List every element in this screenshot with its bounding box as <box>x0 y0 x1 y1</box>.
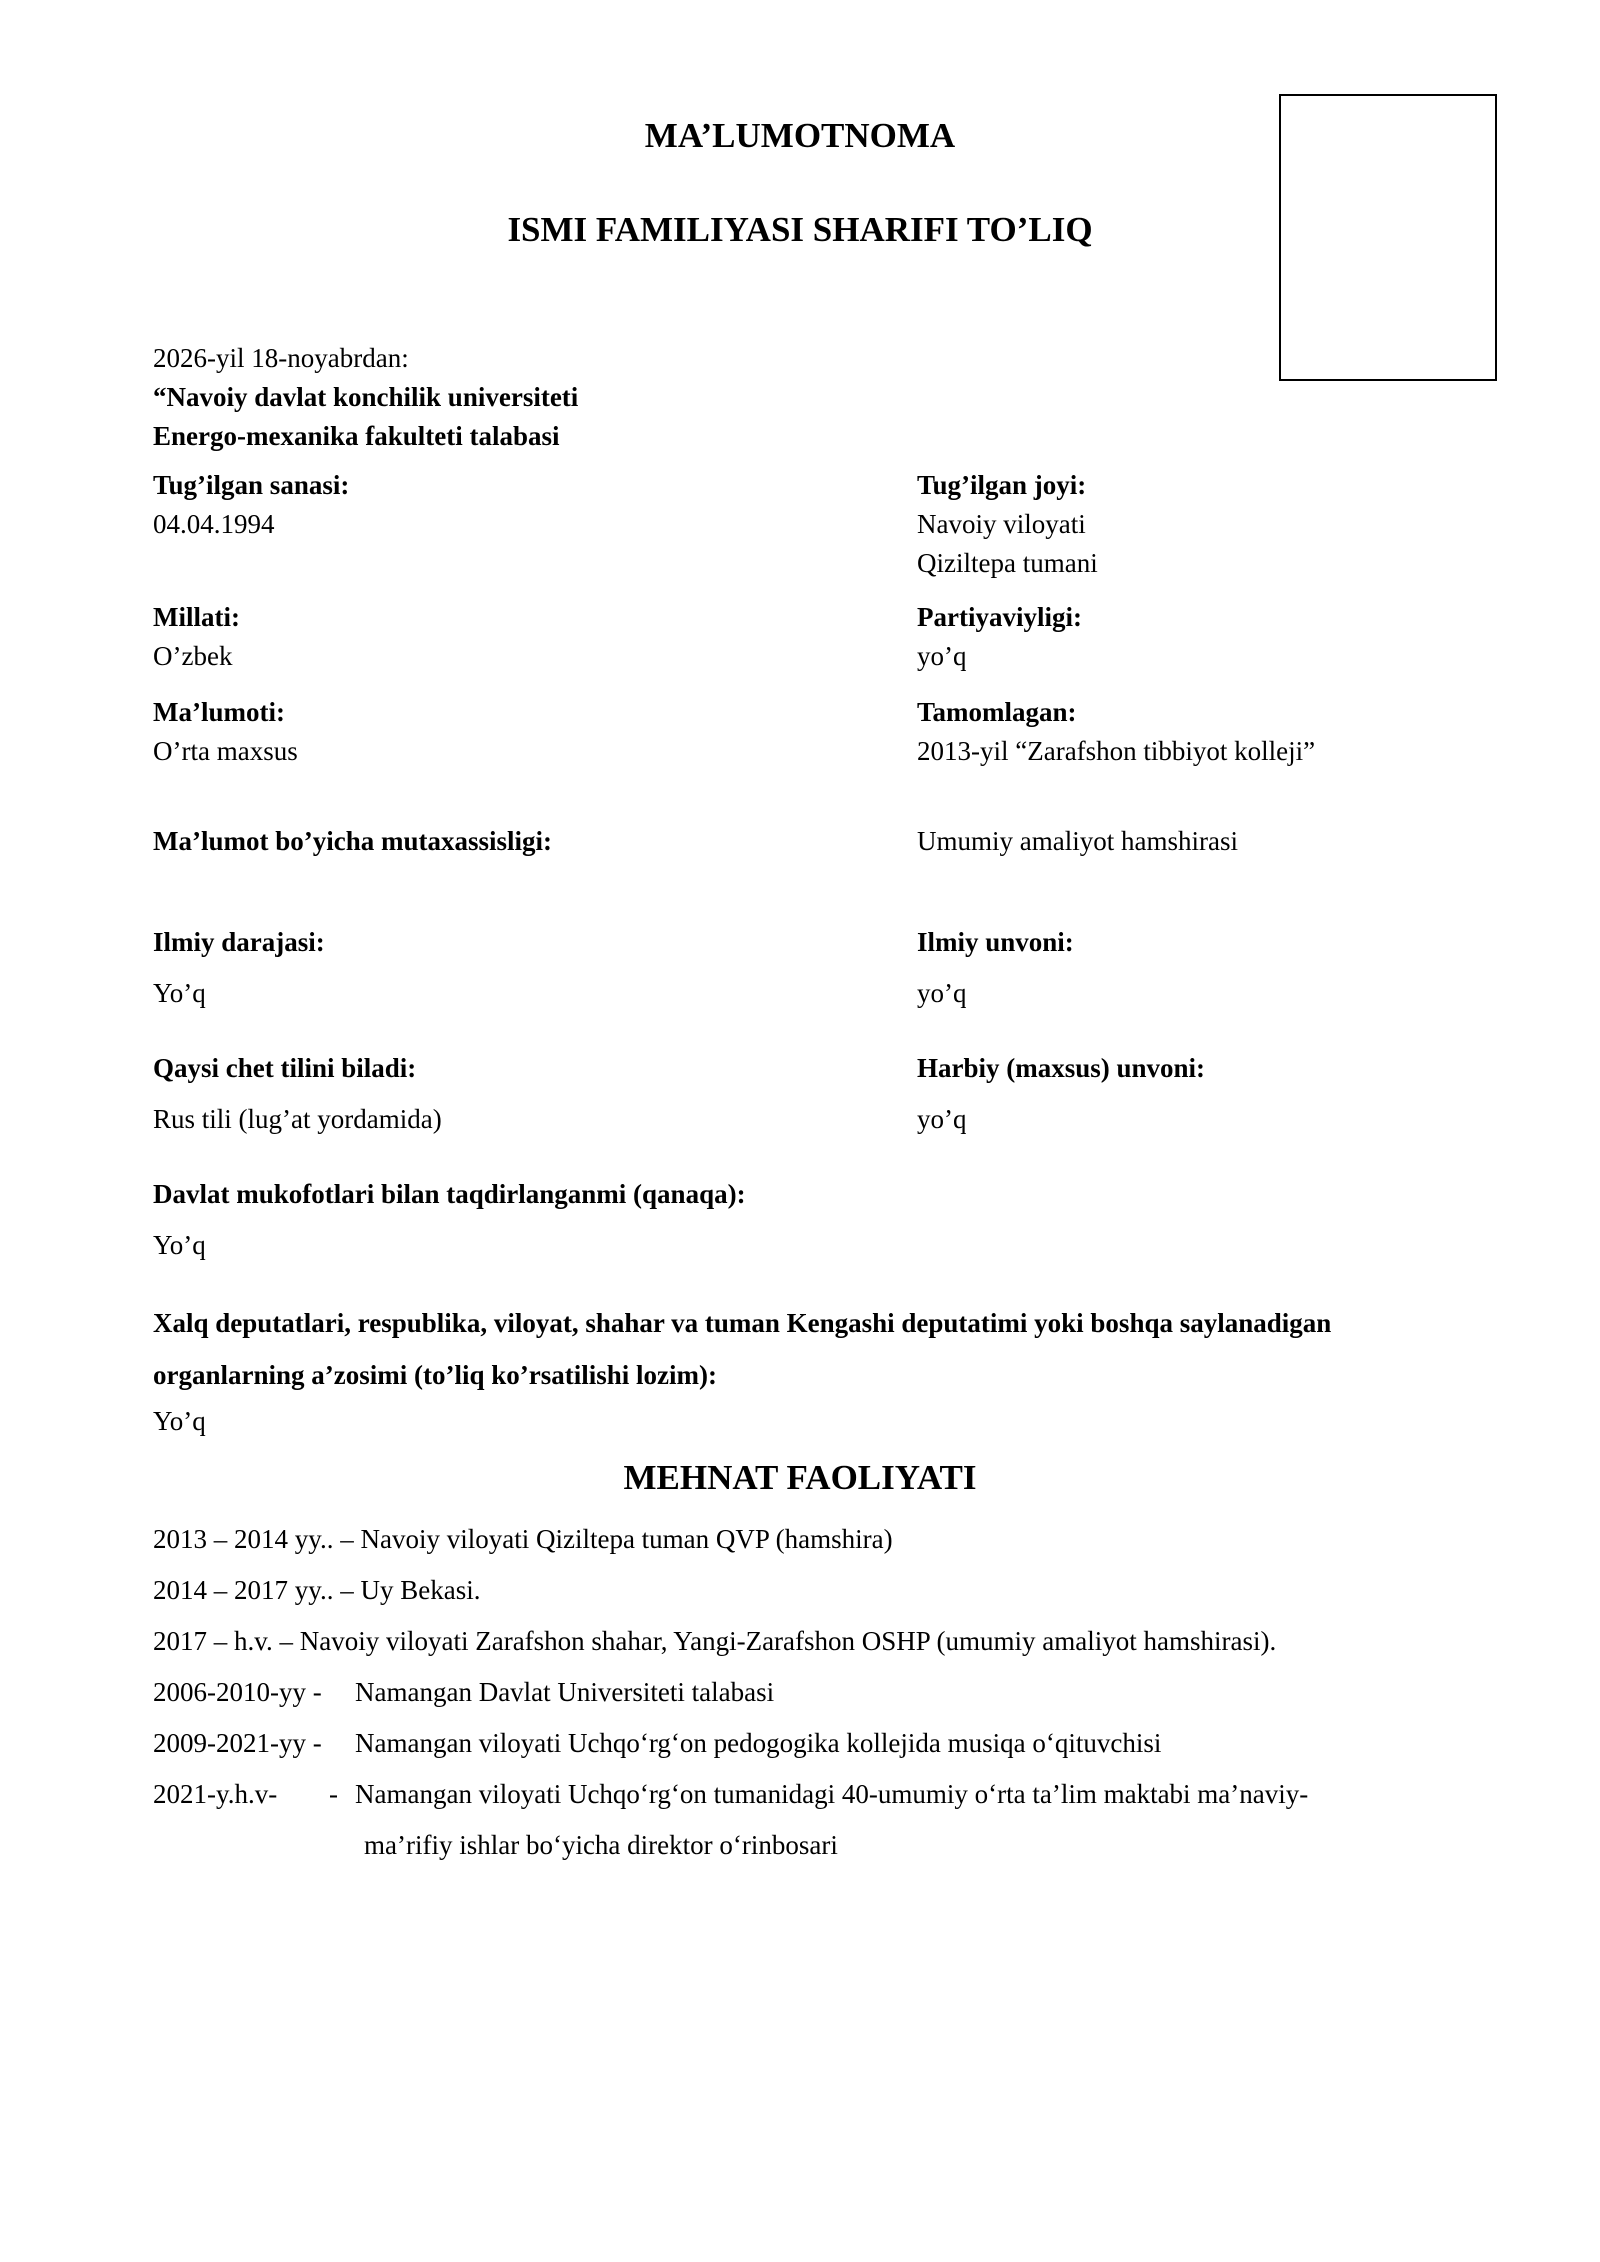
work-period: 2009-2021-yy - <box>153 1728 322 1758</box>
specialty-label: Ma’lumot bo’yicha mutaxassisligi: <box>153 826 553 856</box>
degree-label: Ilmiy darajasi: <box>153 927 325 957</box>
work-row: 2017 – h.v. – Navoiy viloyati Zarafshon shahar, Yangi-Zarafshon OSHP (umumiy amaliyot hamshirasi). <box>153 1626 1277 1656</box>
document-title: MA’LUMOTNOMA <box>644 116 956 155</box>
rank-label: Ilmiy unvoni: <box>917 927 1074 957</box>
languages-label: Qaysi chet tilini biladi: <box>153 1053 417 1083</box>
work-description: Namangan Davlat Universiteti talabasi <box>355 1677 775 1707</box>
work-description: Namangan viloyati Uchqo‘rg‘on tumanidagi 40-umumiy o‘rta ta’lim maktabi ma’naviy- <box>355 1779 1309 1809</box>
birth-place-value-1: Navoiy viloyati <box>917 509 1086 539</box>
work-description-continued: ma’rifiy ishlar bo‘yicha direktor o‘rinbosari <box>364 1830 838 1860</box>
intro-org-line1: “Navoiy davlat konchilik universiteti <box>153 382 579 412</box>
education-label: Ma’lumoti: <box>153 697 285 727</box>
work-description: Namangan viloyati Uchqo‘rg‘on pedogogika kollejida musiqa o‘qituvchisi <box>355 1728 1162 1758</box>
degree-value: Yo’q <box>153 978 206 1008</box>
party-value: yo’q <box>917 641 967 671</box>
work-row <box>153 1673 775 1711</box>
graduated-label: Tamomlagan: <box>917 697 1077 727</box>
work-period: 2021-y.h.v- <box>153 1779 278 1809</box>
deputy-value: Yo’q <box>153 1406 206 1436</box>
awards-value: Yo’q <box>153 1230 206 1260</box>
work-heading: MEHNAT FAOLIYATI <box>623 1458 977 1497</box>
work-row: 2013 – 2014 yy.. – Navoiy viloyati Qiziltepa tuman QVP (hamshira) <box>153 1524 893 1554</box>
specialty-value: Umumiy amaliyot hamshirasi <box>917 826 1238 856</box>
party-label: Partiyaviyligi: <box>917 602 1082 632</box>
nationality-label: Millati: <box>153 602 240 632</box>
work-row: 2014 – 2017 yy.. – Uy Bekasi. <box>153 1575 481 1605</box>
work-row <box>153 1724 1162 1762</box>
rank-value: yo’q <box>917 978 967 1008</box>
graduated-value: 2013-yil “Zarafshon tibbiyot kolleji” <box>917 736 1316 766</box>
birth-place-value-2: Qiziltepa tumani <box>917 548 1098 578</box>
work-row <box>153 1775 1309 1813</box>
languages-value: Rus tili (lug’at yordamida) <box>153 1104 442 1134</box>
work-period: 2006-2010-yy - <box>153 1677 322 1707</box>
education-value: O’rta maxsus <box>153 736 298 766</box>
intro-org-line2: Energo-mexanika fakulteti talabasi <box>153 421 560 451</box>
birth-place-label: Tug’ilgan joyi: <box>917 470 1087 500</box>
military-label: Harbiy (maxsus) unvoni: <box>917 1053 1206 1083</box>
work-dash: - <box>329 1779 338 1809</box>
awards-label: Davlat mukofotlari bilan taqdirlanganmi (qanaqa): <box>153 1179 746 1209</box>
nationality-value: O’zbek <box>153 641 233 671</box>
birth-date-value: 04.04.1994 <box>153 509 275 539</box>
deputy-label: Xalq deputatlari, respublika, viloyat, shahar va tuman Kengashi deputatimi yoki boshqa saylanadigan organlarning a’zosimi (to’liq ko’rsatilishi lozim): <box>153 1308 1332 1390</box>
intro-date: 2026-yil 18-noyabrdan: <box>153 343 409 373</box>
birth-date-label: Tug’ilgan sanasi: <box>153 470 350 500</box>
document-subtitle: ISMI FAMILIYASI SHARIFI TO’LIQ <box>507 210 1093 249</box>
military-value: yo’q <box>917 1104 967 1134</box>
